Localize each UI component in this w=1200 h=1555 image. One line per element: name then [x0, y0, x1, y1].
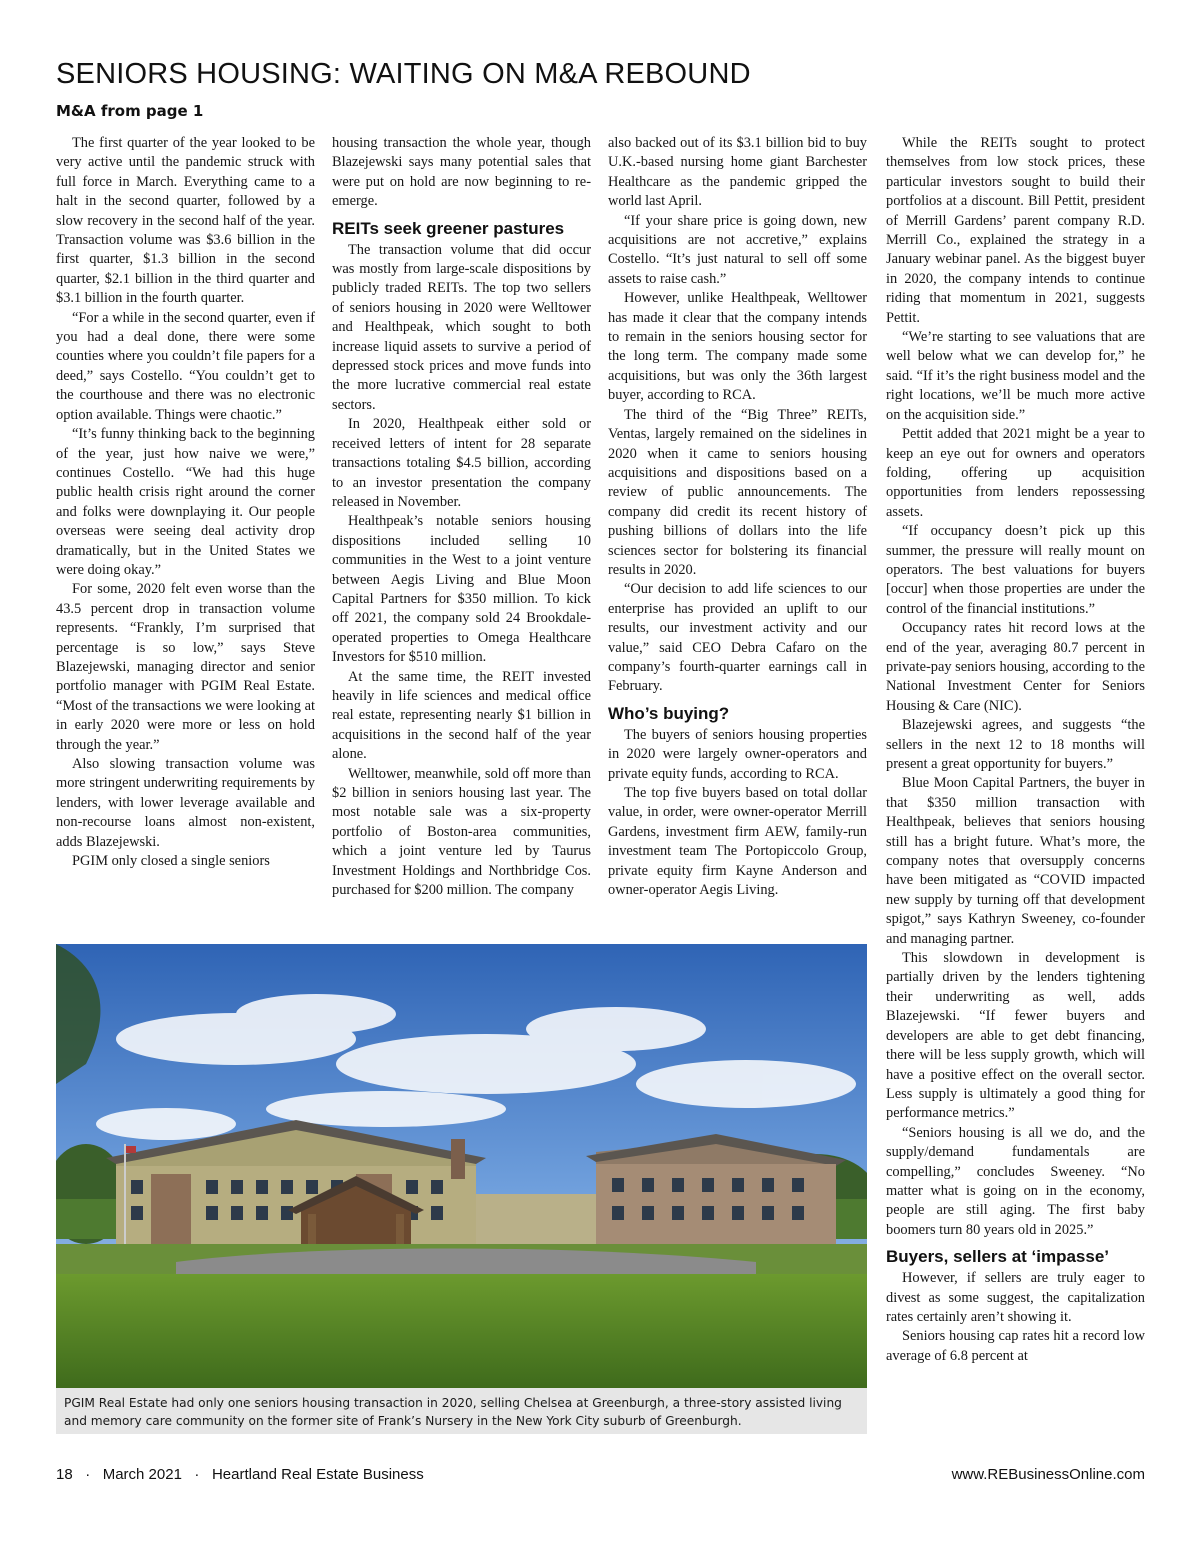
article-paragraph: The buyers of seniors housing properties in 2020 were largely owner-operators and private equity funds, according to RCA.	[608, 726, 867, 782]
article-column-4	[886, 134, 1145, 1366]
article-paragraph: Healthpeak’s notable seniors housing dispositions included selling 10 communities in the West to a joint venture between Aegis Living and Blue Moon Capital Partners for $350 million. To kick off 2021, the company sold 24 Brookdale-operated properties to Omega Healthcare Investors for $510 million.	[332, 513, 591, 666]
building-photo	[56, 944, 867, 1388]
senior-living-building-illustration	[56, 944, 867, 1388]
footer-separator: ·	[186, 1466, 208, 1483]
article-paragraph: Occupancy rates hit record lows at the end of the year, averaging 80.7 percent in private-pay seniors housing, according to the National Investment Center for Seniors Housing & Care (NIC).	[886, 620, 1145, 714]
issue-date: March 2021	[102, 1466, 182, 1483]
article-paragraph: “It’s funny thinking back to the beginning of the year, just how naive we were,” continues Costello. “We had this huge public health crisis right around the corner and folks were downplaying it. Our people overseas were seeing deal activity drop dramatically, but in the United States we were doing okay.”	[56, 426, 315, 578]
photo-caption: PGIM Real Estate had only one seniors housing transaction in 2020, selling Chelsea at Greenburgh, a three-story assisted living and memory care community on the former site of Frank’s Nursery in the New York City suburb of Greenburgh.	[56, 1388, 867, 1434]
website-link[interactable]: www.REBusinessOnline.com	[951, 1466, 1145, 1483]
article-paragraph: Welltower, meanwhile, sold off more than $2 billion in seniors housing last year. The most notable sale was a six-property portfolio of Boston-area communities, which a joint venture led by Taurus Investment Holdings and Northbridge Cos. purchased for $200 million. The company	[332, 765, 591, 899]
page-footer	[56, 1466, 1145, 1483]
article-paragraph: The transaction volume that did occur was mostly from large-scale dispositions by publicly traded REITs. The top two sellers of seniors housing in 2020 were Welltower and Healthpeak, which sought to both increase liquid assets to survive a period of depressed stock prices and move funds into the more lucrative commercial real estate sectors.	[332, 241, 591, 413]
article-paragraph: Also slowing transaction volume was more stringent underwriting requirements by lenders, with lower leverage available and non-recourse loans almost non-existent, adds Blazejewski.	[56, 756, 315, 850]
article-paragraph: Blue Moon Capital Partners, the buyer in that $350 million transaction with Healthpeak, believes that seniors housing still has a bright future. What’s more, the company notes that oversupply concerns have been mitigated as “COVID impacted new supply by turning off that development spigot,” says Kathryn Sweeney, co-founder and managing partner.	[886, 775, 1145, 947]
article-paragraph: At the same time, the REIT invested heavily in life sciences and medical office real estate, representing nearly $1 billion in acquisitions in the second half of the year alone.	[332, 668, 591, 763]
article-paragraph: “If occupancy doesn’t pick up this summer, the pressure will really mount on operators. The best valuations for buyers [occur] when those properties are under the control of the financial institutions.”	[886, 523, 1145, 617]
article-paragraph: “For a while in the second quarter, even if you had a deal done, there were some counties where you couldn’t file papers for a deed,” says Costello. “You couldn’t get to the courthouse and there was no electronic option available. Things were chaotic.”	[56, 309, 315, 423]
article-paragraph: “Our decision to add life sciences to our enterprise has provided an uplift to our results, our investment activity and our value,” said CEO Debra Cafaro on the company’s fourth-quarter earnings call in February.	[608, 581, 867, 695]
article-paragraph: PGIM only closed a single seniors	[72, 853, 270, 870]
article-column-1	[56, 134, 315, 871]
footer-separator: ·	[76, 1466, 99, 1483]
article-paragraph: “If your share price is going down, new acquisitions are not accretive,” explains Costello. “It’s just natural to sell off some assets to raise cash.”	[608, 212, 867, 287]
article-paragraph: Pettit added that 2021 might be a year to keep an eye out for owners and operators folding, offering up acquisition opportunities from lenders repossessing assets.	[886, 426, 1145, 520]
article-paragraph: Blazejewski agrees, and suggests “the sellers in the next 12 to 18 months will present a great opportunity for buyers.”	[886, 717, 1145, 772]
page-headline: SENIORS HOUSING: WAITING ON M&A REBOUND	[56, 58, 751, 90]
article-paragraph: “We’re starting to see valuations that are well below what we can develop for,” he said. “If it’s the right business model and the right locations, we’ll be much more active on the acquisition side.”	[886, 329, 1145, 423]
section-subhead: Buyers, sellers at ‘impasse’	[886, 1247, 1110, 1267]
article-column-2	[332, 134, 591, 900]
article-paragraph: The third of the “Big Three” REITs, Ventas, largely remained on the sidelines in 2020 when it came to seniors housing acquisitions and dispositions based on a review of public announcements. The company did credit its recent history of pushing billions of dollars into the life sciences sector for bolstering its financial results in 2020.	[608, 406, 867, 578]
article-paragraph: housing transaction the whole year, though Blazejewski says many potential sales that were put on hold are now beginning to re-emerge.	[332, 135, 591, 210]
section-subhead: Who’s buying?	[608, 703, 730, 723]
section-subhead: REITs seek greener pastures	[332, 218, 565, 238]
article-paragraph: In 2020, Healthpeak either sold or received letters of intent for 28 separate transactions totaling $4.5 billion, according to an investor presentation the company released in November.	[332, 416, 591, 510]
article-paragraph: also backed out of its $3.1 billion bid to buy U.K.-based nursing home giant Barchester Healthcare as the pandemic gripped the world last April.	[608, 135, 867, 210]
article-paragraph: While the REITs sought to protect themselves from low stock prices, these particular investors sought to build their portfolios at a discount. Bill Pettit, president of Merrill Gardens’ parent company R.D. Merrill Co., explained the strategy in a January webinar panel. As the biggest buyer in 2020, the company intends to continue riding that momentum in 2021, suggests Pettit.	[886, 135, 1145, 326]
publication-name: Heartland Real Estate Business	[211, 1466, 424, 1483]
article-paragraph: The top five buyers based on total dollar value, in order, were owner-operator Merrill Gardens, investment firm AEW, family-run investment team The Portopiccolo Group, private equity firm Kayne Anderson and owner-operator Aegis Living.	[608, 785, 867, 899]
page-number: 18	[56, 1466, 73, 1483]
article-paragraph: However, if sellers are truly eager to divest as some suggest, the capitalization rates certainly aren’t showing it.	[886, 1270, 1145, 1325]
article-paragraph: “Seniors housing is all we do, and the supply/demand fundamentals are compelling,” concludes Sweeney. “No matter what is going on in the economy, people are still aging. The first baby boomers turn 80 years old in 2025.”	[886, 1124, 1145, 1238]
article-paragraph: The first quarter of the year looked to be very active until the pandemic struck with full force in March. Everything came to a halt in the second quarter, followed by a slow recovery in the second half of the year. Transaction volume was $3.6 billion in the first quarter, $1.3 billion in the second quarter, $2.1 billion in the third quarter and $3.1 billion in the fourth quarter.	[56, 135, 315, 307]
jump-line: M&A from page 1	[56, 102, 204, 120]
article-column-3	[608, 134, 867, 900]
article-paragraph: However, unlike Healthpeak, Welltower has made it clear that the company intends to remain in the seniors housing sector for the long term. The company made some acquisitions, but was only the 36th largest buyer, according to RCA.	[608, 290, 867, 404]
article-paragraph: For some, 2020 felt even worse than the 43.5 percent drop in transaction volume represents. “Frankly, I’m surprised that percentage is so low,” says Steve Blazejewski, managing director and senior portfolio manager with PGIM Real Estate. “Most of the transactions we were looking at in early 2020 were more or less on hold through the year.”	[56, 581, 315, 753]
article-paragraph: This slowdown in development is partially driven by the lenders tightening their underwriting as well, adds Blazejewski. “If fewer buyers and developers are able to get debt financing, there will be less supply growth, which will have a positive effect on the overall sector. Less supply is ultimately a good thing for performance metrics.”	[886, 950, 1145, 1122]
article-paragraph: Seniors housing cap rates hit a record low average of 6.8 percent at	[886, 1328, 1145, 1364]
